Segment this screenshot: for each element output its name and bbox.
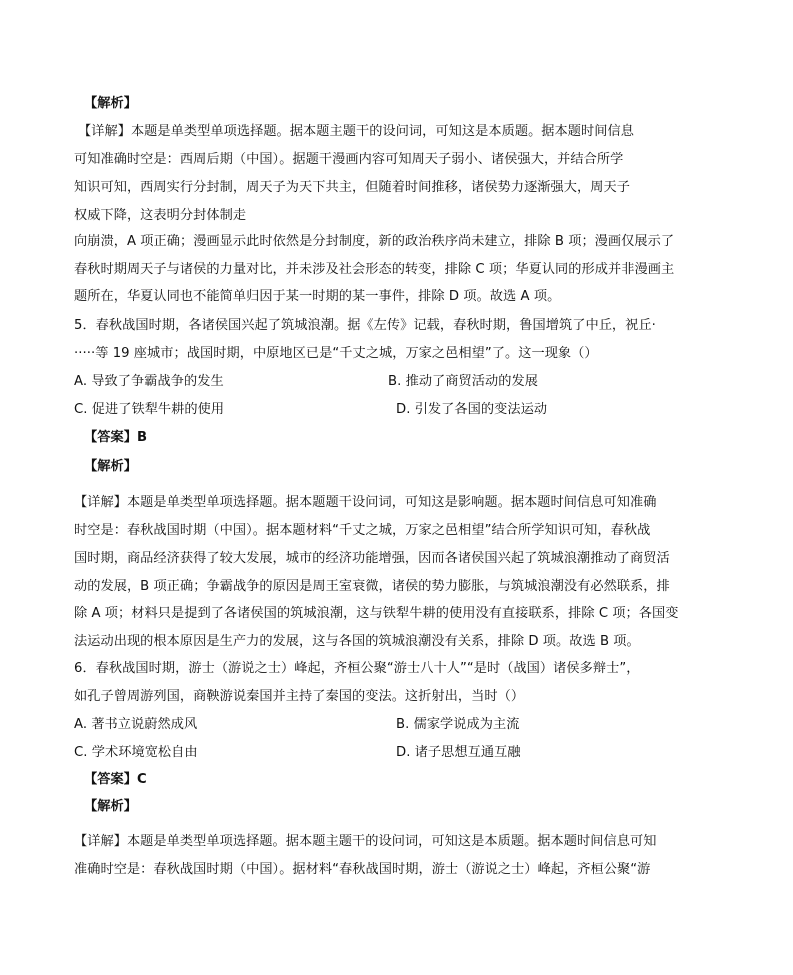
explanation-4-line-2: 可知准确时空是：西周后期（中国）。据题干漫画内容可知周天子弱小、诸侯强大，并结合所学	[74, 152, 624, 167]
explanation-5-line-3: 国时期，商品经济获得了较大发展，城市的经济功能增强，因而各诸侯国兴起了筑城浪潮推动了商贸活	[74, 551, 670, 566]
explanation-4-line-3: 知识可知，西周实行分封制，周天子为天下共主，但随着时间推移，诸侯势力逐渐强大，周天子	[74, 180, 630, 195]
question-6-stem-line-2: 如孔子曾周游列国，商鞅游说秦国并主持了秦国的变法。这折射出，当时（）	[74, 689, 525, 704]
question-6-option-a: A. 著书立说蔚然成风	[74, 717, 198, 732]
explanation-4-line-6: 春秋时期周天子与诸侯的力量对比，并未涉及社会形态的转变，排除 C 项；华夏认同的形成并非漫画主	[74, 262, 675, 277]
explanation-4-line-1: 【详解】本题是单类型单项选择题。据本题主题干的设问词，可知这是本质题。据本题时间信息	[78, 124, 634, 139]
answer-5: 【答案】B	[84, 430, 148, 445]
explanation-6-line-1: 【详解】本题是单类型单项选择题。据本题主题干的设问词，可知这是本质题。据本题时间信息可知	[74, 834, 657, 849]
question-5-stem-line-2: ·····等 19 座城市；战国时期，中原地区已是“千丈之城，万家之邑相望”了。这一现象（）	[74, 346, 598, 361]
analysis-heading-6: 【解析】	[84, 799, 137, 814]
question-6-option-b: B. 儒家学说成为主流	[396, 717, 520, 732]
question-5-option-b: B. 推动了商贸活动的发展	[388, 374, 538, 389]
explanation-6-line-2: 准确时空是：春秋战国时期（中国）。据材料“春秋战国时期，游士（游说之士）峰起，齐桓公聚“游	[74, 862, 651, 877]
explanation-5-line-1: 【详解】本题是单类型单项选择题。据本题题干设问词，可知这是影响题。据本题时间信息可知准确	[74, 495, 657, 510]
explanation-4-line-4: 权威下降，这表明分封体制走	[74, 208, 247, 223]
analysis-heading-4: 【解析】	[84, 96, 137, 111]
explanation-5-line-5: 除 A 项；材料只是提到了各诸侯国的筑城浪潮，这与铁犁牛耕的使用没有直接联系，排除 C 项；各国变	[74, 606, 679, 621]
question-5-option-d: D. 引发了各国的变法运动	[396, 402, 548, 417]
explanation-4-line-7: 题所在，华夏认同也不能简单归因于某一时期的某一事件，排除 D 项。故选 A 项。	[74, 289, 561, 304]
explanation-4-line-5: 向崩溃，A 项正确；漫画显示此时依然是分封制度，新的政治秩序尚未建立，排除 B 项；漫画仅展示了	[74, 234, 675, 249]
explanation-5-line-4: 动的发展，B 项正确；争霸战争的原因是周王室衰微，诸侯的势力膨胀，与筑城浪潮没有必然联系，排	[74, 579, 670, 594]
question-6-option-c: C. 学术环境宽松自由	[74, 745, 198, 760]
question-5-option-c: C. 促进了铁犁牛耕的使用	[74, 402, 225, 417]
answer-6: 【答案】C	[84, 772, 147, 787]
question-5-option-a: A. 导致了争霸战争的发生	[74, 374, 224, 389]
explanation-5-line-2: 时空是：春秋战国时期（中国）。据本题材料“千丈之城，万家之邑相望”结合所学知识可知，春秋战	[74, 523, 651, 538]
question-6-stem-line-1: 6．春秋战国时期，游士（游说之士）峰起，齐桓公聚“游士八十人”“是时（战国）诸侯多辩士”，	[74, 661, 640, 676]
question-5-stem-line-1: 5．春秋战国时期，各诸侯国兴起了筑城浪潮。据《左传》记载，春秋时期，鲁国增筑了中丘，祝丘·	[74, 318, 656, 333]
explanation-5-line-6: 法运动出现的根本原因是生产力的发展，这与各国的筑城浪潮没有关系，排除 D 项。故选 B 项。	[74, 634, 640, 649]
analysis-heading-5: 【解析】	[84, 459, 137, 474]
question-6-option-d: D. 诸子思想互通互融	[396, 745, 521, 760]
